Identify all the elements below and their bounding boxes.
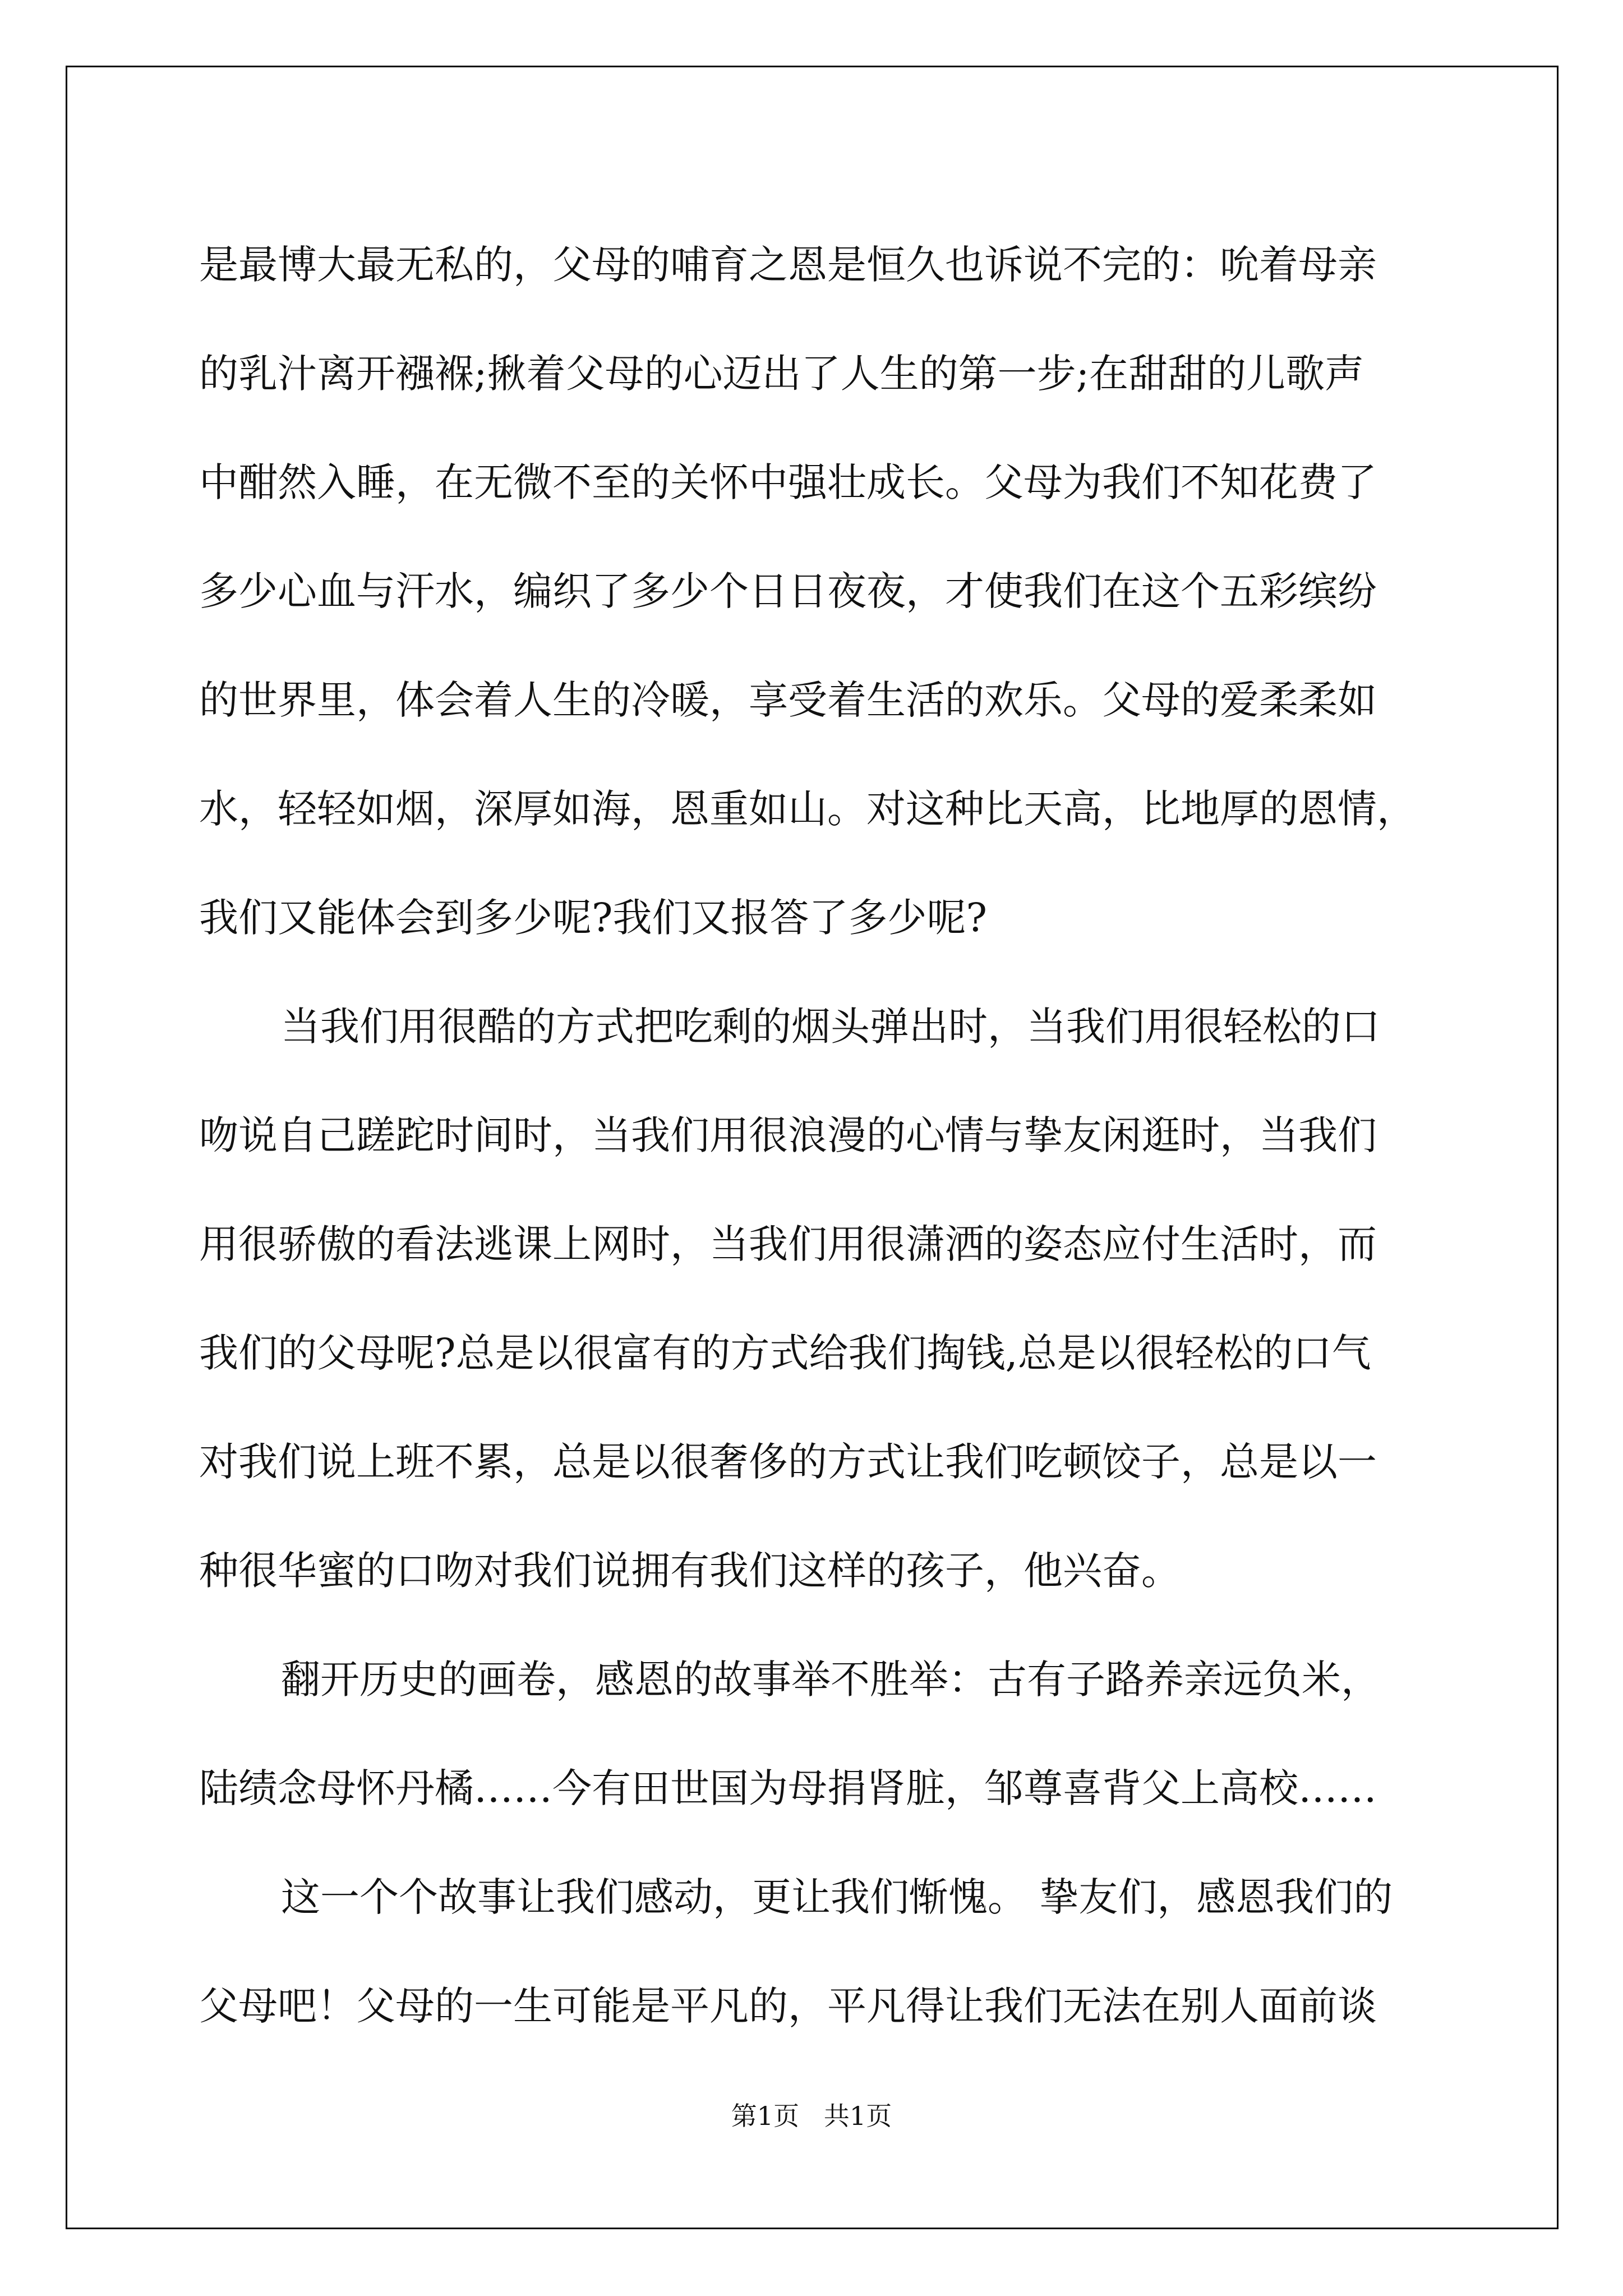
text-line: 用很骄傲的看法逃课上网时，当我们用很潇洒的姿态应付生活时，而 — [199, 1221, 1377, 1267]
text-line: 多少心血与汗水，编织了多少个日日夜夜，才使我们在这个五彩缤纷 — [199, 568, 1377, 614]
text-line: 我们又能体会到多少呢?我们又报答了多少呢? — [199, 895, 988, 941]
text-line: 的乳汁离开襁褓;揪着父母的心迈出了人生的第一步;在甜甜的儿歌声 — [199, 351, 1364, 397]
text-line: 的世界里，体会着人生的冷暖，享受着生活的欢乐。父母的爱柔柔如 — [199, 677, 1377, 723]
text-line: 中酣然入睡，在无微不至的关怀中强壮成长。父母为我们不知花费了 — [199, 459, 1377, 505]
text-line: 吻说自己蹉跎时间时，当我们用很浪漫的心情与挚友闲逛时，当我们 — [199, 1112, 1377, 1158]
text-line: 对我们说上班不累，总是以很奢侈的方式让我们吃顿饺子，总是以一 — [199, 1439, 1377, 1485]
document-body — [199, 210, 1455, 2060]
text-line: 种很华蜜的口吻对我们说拥有我们这样的孩子，他兴奋。 — [199, 1548, 1181, 1594]
paragraph-start-line: 这一个个故事让我们感动，更让我们惭愧。 挚友们，感恩我们的 — [281, 1874, 1393, 1920]
text-line: 水，轻轻如烟，深厚如海，恩重如山。对这种比天高，比地厚的恩情， — [199, 786, 1416, 832]
text-line: 陆绩念母怀丹橘……今有田世国为母捐肾脏，邹尊喜背父上高校…… — [199, 1765, 1377, 1811]
paragraph-start-line: 当我们用很酷的方式把吃剩的烟头弹出时，当我们用很轻松的口 — [281, 1004, 1380, 1050]
page-footer: 第1页 共1页 — [731, 2101, 892, 2131]
paragraph-start-line: 翻开历史的画卷，感恩的故事举不胜举：古有子路养亲远负米， — [281, 1657, 1380, 1703]
text-line: 父母吧！父母的一生可能是平凡的，平凡得让我们无法在别人面前谈 — [199, 1983, 1377, 2029]
text-line: 我们的父母呢?总是以很富有的方式给我们掏钱,总是以很轻松的口气 — [199, 1330, 1371, 1376]
text-line: 是最博大最无私的，父母的哺育之恩是恒久也诉说不完的：吮着母亲 — [199, 242, 1377, 288]
